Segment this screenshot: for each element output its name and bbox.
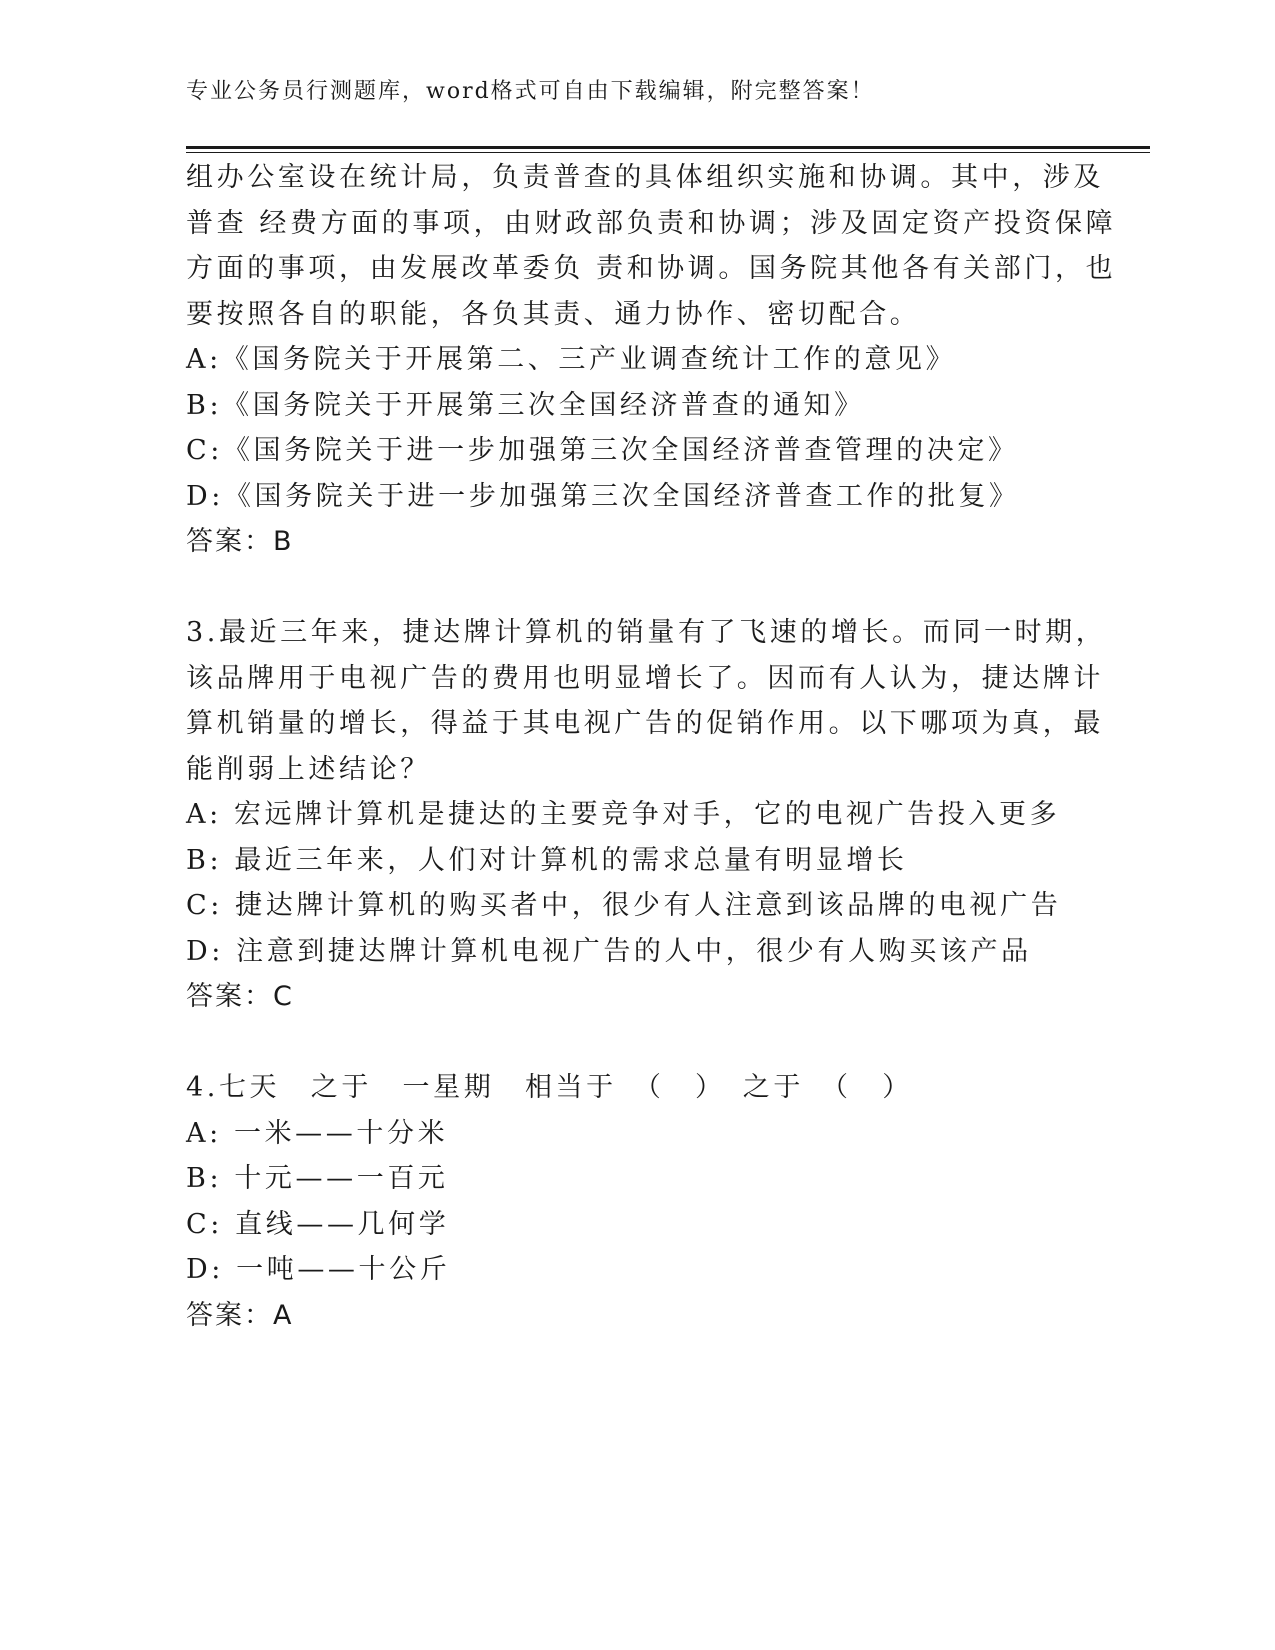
q2-stem-line: 方面的事项，由发展改革委负 责和协调。国务院其他各有关部门，也 bbox=[186, 253, 1117, 284]
q3-option-c: C: 捷达牌计算机的购买者中，很少有人注意到该品牌的电视广告 bbox=[186, 890, 1062, 921]
q4-answer: 答案：A bbox=[186, 1299, 294, 1331]
q3-stem-line: 3.最近三年来，捷达牌计算机的销量有了飞速的增长。而同一时期， bbox=[186, 617, 1107, 648]
question-3 bbox=[186, 610, 1107, 1020]
question-4 bbox=[186, 1065, 1086, 1338]
q2-option-a: A:《国务院关于开展第二、三产业调查统计工作的意见》 bbox=[186, 344, 957, 375]
q3-answer: 答案：C bbox=[186, 981, 294, 1012]
q2-stem-line: 组办公室设在统计局，负责普查的具体组织实施和协调。其中，涉及 bbox=[186, 162, 1104, 193]
q4-option-b: B: 十元——一百元 bbox=[186, 1163, 449, 1194]
spacer bbox=[186, 1020, 1086, 1066]
header-rule-thin bbox=[186, 152, 1150, 153]
q4-stem: 4.七天 之于 一星期 相当于 （ ） 之于 （ ） bbox=[186, 1072, 913, 1103]
question-2 bbox=[186, 155, 1117, 565]
q3-option-d: D: 注意到捷达牌计算机电视广告的人中，很少有人购买该产品 bbox=[186, 935, 1032, 967]
q2-option-c: C:《国务院关于进一步加强第三次全国经济普查管理的决定》 bbox=[186, 435, 1019, 466]
q2-option-b: B:《国务院关于开展第三次全国经济普查的通知》 bbox=[186, 389, 865, 421]
page-header: 专业公务员行测题库，word格式可自由下载编辑，附完整答案！ bbox=[186, 79, 875, 104]
q2-stem-line: 要按照各自的职能，各负其责、通力协作、密切配合。 bbox=[186, 298, 921, 330]
q2-answer: 答案：B bbox=[186, 526, 294, 557]
q3-option-b: B: 最近三年来，人们对计算机的需求总量有明显增长 bbox=[186, 844, 908, 876]
q3-stem-line: 能削弱上述结论？ bbox=[186, 753, 431, 785]
spacer bbox=[186, 565, 1086, 611]
q4-option-d: D: 一吨——十公斤 bbox=[186, 1254, 451, 1285]
q4-option-a: A: 一米——十分米 bbox=[186, 1117, 449, 1149]
header-rule-thick bbox=[186, 146, 1150, 149]
q2-stem-line: 普查 经费方面的事项，由财政部负责和协调；涉及固定资产投资保障 bbox=[186, 207, 1117, 239]
q3-option-a: A: 宏远牌计算机是捷达的主要竞争对手，它的电视广告投入更多 bbox=[186, 799, 1061, 830]
q3-stem-line: 算机销量的增长，得益于其电视广告的促销作用。以下哪项为真，最 bbox=[186, 708, 1104, 739]
q2-option-d: D:《国务院关于进一步加强第三次全国经济普查工作的批复》 bbox=[186, 480, 1020, 512]
q4-option-c: C: 直线——几何学 bbox=[186, 1208, 450, 1240]
q3-stem-line: 该品牌用于电视广告的费用也明显增长了。因而有人认为，捷达牌计 bbox=[186, 662, 1104, 694]
question-content bbox=[186, 155, 1117, 1338]
